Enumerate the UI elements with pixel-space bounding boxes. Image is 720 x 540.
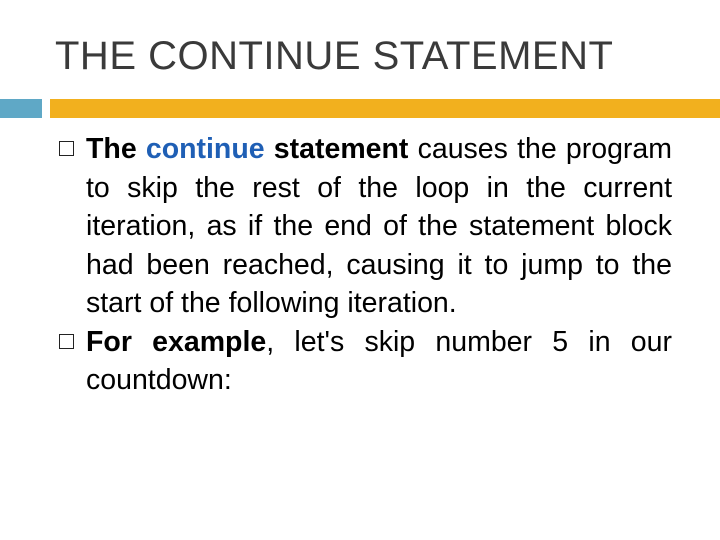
bullet-1-bold-tail: statement [273, 133, 409, 165]
bullet-1-text: causes the program to skip the rest of the loop in the current iteration, as if the end of the statement block had been reached, causing it to jump to the start of the following iteration. [86, 133, 673, 319]
bullet-2-bold-lead: For example [86, 325, 267, 358]
title-underline-bar [50, 99, 720, 118]
bullet-paragraph-1 [60, 130, 672, 323]
bullet-1-keyword: continue [145, 133, 265, 165]
bullet-2-text: , let's skip number 5 in our countdown: [86, 325, 672, 396]
accent-bar [0, 99, 42, 118]
slide-body [60, 130, 672, 400]
bullet-1-bold-lead: The [86, 133, 137, 165]
bullet-paragraph-2 [60, 323, 672, 400]
hollow-square-icon [59, 141, 74, 156]
hollow-square-icon [59, 334, 74, 349]
slide-title: THE CONTINUE STATEMENT [55, 34, 614, 78]
